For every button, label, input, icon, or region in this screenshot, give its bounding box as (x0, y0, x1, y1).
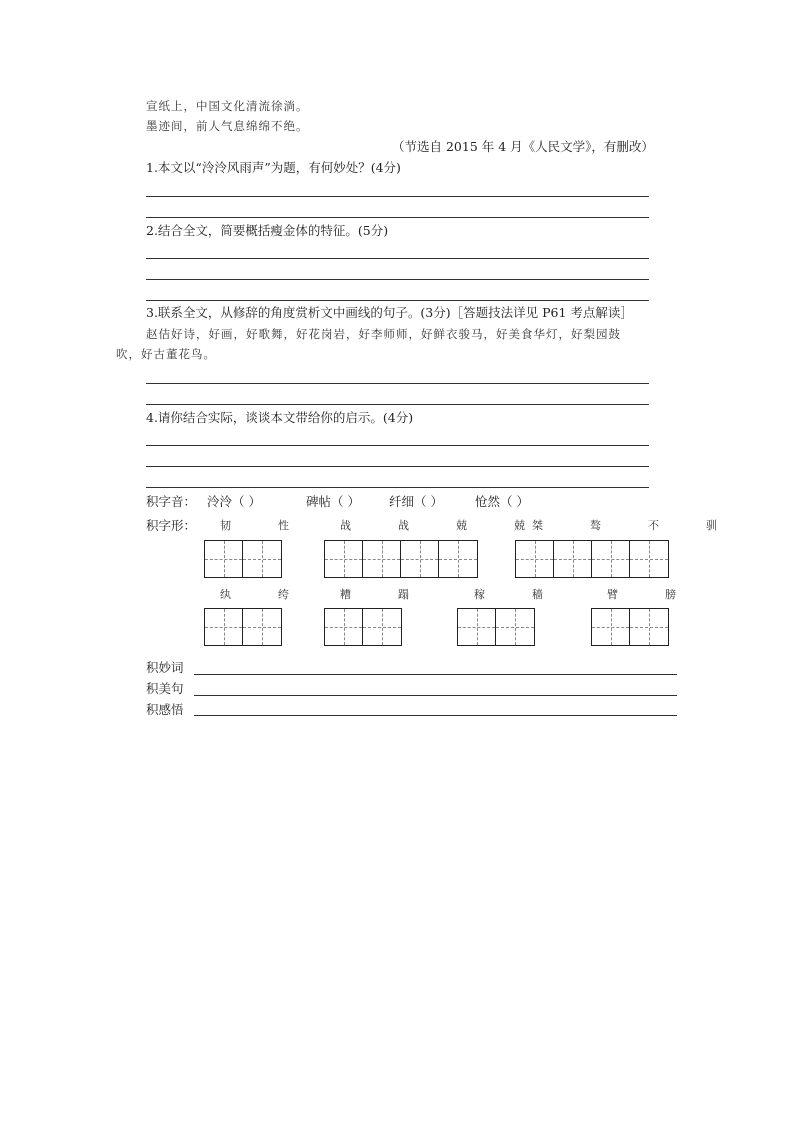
grid-cell[interactable] (592, 541, 630, 577)
question-1: 1.本文以“泠泠风雨声”为题，有何妙处？(4分) (146, 160, 401, 175)
word-prompt: 战 战 兢 兢 (340, 519, 543, 532)
meiju-label: 积美句 (146, 681, 184, 696)
writing-grid[interactable] (324, 540, 478, 578)
grid-cell[interactable] (205, 541, 243, 577)
writing-grid[interactable] (457, 608, 535, 646)
word-prompt: 纨 绔 (220, 588, 307, 601)
grid-cell[interactable] (243, 541, 281, 577)
grid-cell[interactable] (363, 609, 401, 645)
word-prompt: 韧 性 (220, 519, 307, 532)
ganwu-line[interactable] (194, 715, 677, 716)
answer-line[interactable] (146, 300, 649, 301)
pinyin-item-4[interactable]: 怆然（ ） (475, 494, 529, 509)
quoted-sentence-line-1: 赵佶好诗，好画，好歌舞，好花岗岩，好李师师，好鲜衣骏马，好美食华灯，好梨园鼓 (146, 327, 621, 341)
word-prompt: 稼 穑 (474, 588, 561, 601)
quoted-sentence-line-2: 吹，好古董花鸟。 (116, 347, 216, 361)
grid-cell[interactable] (592, 609, 630, 645)
answer-line[interactable] (146, 258, 649, 259)
word-prompt: 桀 骜 不 驯 (532, 519, 735, 532)
answer-line[interactable] (146, 445, 649, 446)
pinyin-label: 积字音： (146, 494, 197, 509)
writing-grid[interactable] (591, 608, 669, 646)
answer-line[interactable] (146, 383, 649, 384)
pinyin-item-3[interactable]: 纤细（ ） (389, 494, 443, 509)
miaoci-label: 积妙词 (146, 660, 184, 675)
grid-cell[interactable] (439, 541, 477, 577)
zixing-label: 积字形： (146, 518, 197, 533)
grid-cell[interactable] (458, 609, 496, 645)
grid-cell[interactable] (630, 609, 668, 645)
question-4: 4.请你结合实际，谈谈本文带给你的启示。(4分) (146, 410, 414, 425)
pinyin-item-2[interactable]: 碑帖（ ） (306, 494, 360, 509)
answer-line[interactable] (146, 196, 649, 197)
question-2: 2.结合全文，简要概括瘦金体的特征。(5分) (146, 223, 389, 238)
passage-line-1: 宣纸上，中国文化清流徐淌。 (146, 99, 309, 113)
answer-line[interactable] (146, 404, 649, 405)
grid-cell[interactable] (325, 541, 363, 577)
grid-cell[interactable] (554, 541, 592, 577)
grid-cell[interactable] (401, 541, 439, 577)
word-prompt: 臂 膀 (607, 588, 694, 601)
ganwu-label: 积感悟 (146, 702, 184, 717)
passage-line-2: 墨迹间，前人气息绵绵不绝。 (146, 119, 309, 133)
answer-line[interactable] (146, 279, 649, 280)
source-citation: （节选自 2015 年 4 月《人民文学》，有删改） (392, 139, 654, 154)
writing-grid[interactable] (204, 608, 282, 646)
grid-cell[interactable] (205, 609, 243, 645)
writing-grid[interactable] (204, 540, 282, 578)
miaoci-line[interactable] (194, 674, 677, 675)
grid-cell[interactable] (496, 609, 534, 645)
grid-cell[interactable] (363, 541, 401, 577)
question-3: 3.联系全文，从修辞的角度赏析文中画线的句子。(3分)［答题技法详见 P61 考点解读］ (146, 305, 633, 320)
answer-line[interactable] (146, 217, 649, 218)
grid-cell[interactable] (630, 541, 668, 577)
grid-cell[interactable] (325, 609, 363, 645)
pinyin-item-1[interactable]: 泠泠（ ） (207, 494, 261, 509)
answer-line[interactable] (146, 466, 649, 467)
grid-cell[interactable] (516, 541, 554, 577)
word-prompt: 糟 蹋 (340, 588, 427, 601)
answer-line[interactable] (146, 487, 649, 488)
grid-cell[interactable] (243, 609, 281, 645)
writing-grid[interactable] (324, 608, 402, 646)
meiju-line[interactable] (194, 695, 677, 696)
writing-grid[interactable] (515, 540, 669, 578)
